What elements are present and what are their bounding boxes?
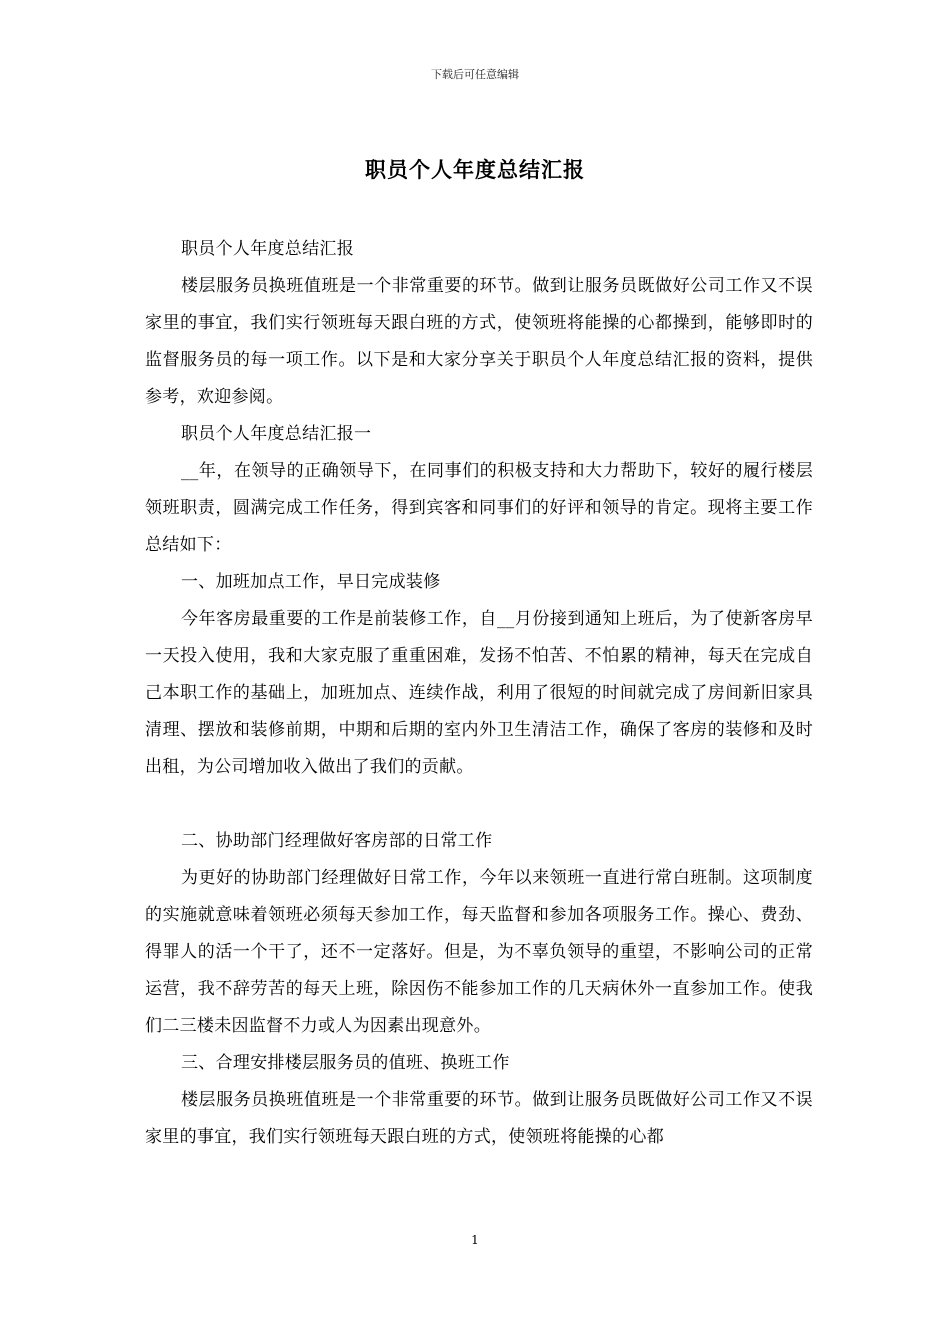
paragraph-subtitle: 职员个人年度总结汇报 (181, 239, 354, 259)
paragraph-opening: __年，在领导的正确领导下，在同事们的积极支持和大力帮助下，较好的履行楼层领班职责，圆满完成工作任务，得到宾客和同事们的好评和领导的肯定。现将主要工作总结如下： (145, 461, 813, 555)
paragraph-part-three: 楼层服务员换班值班是一个非常重要的环节。做到让服务员既做好公司工作又不误家里的事宜，我们实行领班每天跟白班的方式，使领班将能操的心都 (145, 1090, 813, 1147)
document-title: 职员个人年度总结汇报 (365, 157, 585, 182)
document-body (145, 231, 813, 1156)
heading-part-three: 三、合理安排楼层服务员的值班、换班工作 (181, 1053, 510, 1073)
paragraph-section-heading: 职员个人年度总结汇报一 (181, 424, 372, 444)
page-header: 下载后可任意编辑 (431, 68, 519, 81)
paragraph-intro: 楼层服务员换班值班是一个非常重要的环节。做到让服务员既做好公司工作又不误家里的事宜，我们实行领班每天跟白班的方式，使领班将能操的心都操到，能够即时的监督服务员的每一项工作。以下是和大家分享关于职员个人年度总结汇报的资料，提供参考，欢迎参阅。 (145, 276, 813, 407)
heading-part-two: 二、协助部门经理做好客房部的日常工作 (181, 831, 493, 851)
page-number: 1 (471, 1233, 479, 1247)
heading-part-one: 一、加班加点工作，早日完成装修 (181, 572, 441, 592)
paragraph-part-two: 为更好的协助部门经理做好日常工作，今年以来领班一直进行常白班制。这项制度的实施就意味着领班必须每天参加工作，每天监督和参加各项服务工作。操心、费劲、得罪人的活一个干了，还不一定落好。但是，为不辜负领导的重望，不影响公司的正常运营，我不辞劳苦的每天上班，除因伤不能参加工作的几天病休外一直参加工作。使我们二三楼未因监督不力或人为因素出现意外。 (145, 868, 813, 1036)
paragraph-part-one: 今年客房最重要的工作是前装修工作，自__月份接到通知上班后，为了使新客房早一天投入使用，我和大家克服了重重困难，发扬不怕苦、不怕累的精神，每天在完成自己本职工作的基础上，加班加点、连续作战，利用了很短的时间就完成了房间新旧家具清理、摆放和装修前期，中期和后期的室内外卫生清洁工作，确保了客房的装修和及时出租，为公司增加收入做出了我们的贡献。 (145, 609, 813, 777)
